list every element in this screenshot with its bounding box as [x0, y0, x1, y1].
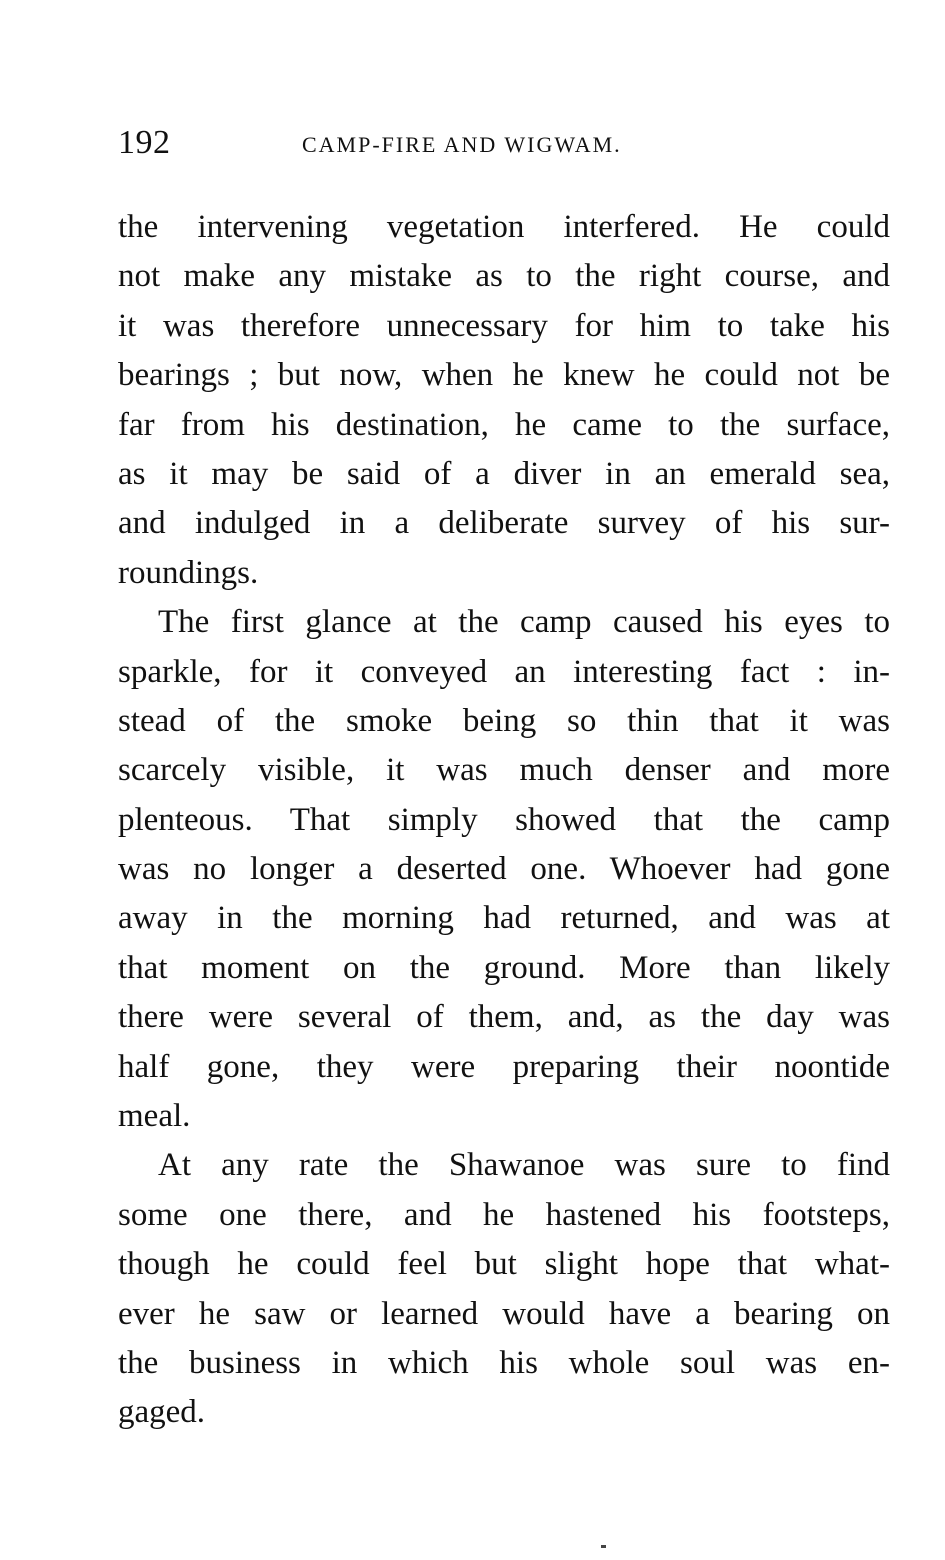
text-line: and indulged in a deliberate survey of his sur-	[118, 505, 890, 542]
text-line: the intervening vegetation interfered. He could	[118, 209, 890, 245]
text-line: gaged.	[118, 1394, 206, 1431]
text-line: the business in which his whole soul was en-	[118, 1344, 890, 1381]
text-line: some one there, and he hastened his footsteps,	[118, 1196, 890, 1233]
running-title: CAMP-FIRE AND WIGWAM.	[302, 132, 622, 157]
text-line: bearings ; but now, when he knew he could not be	[118, 357, 890, 394]
text-line: though he could feel but slight hope that what-	[118, 1246, 890, 1283]
text-line: plenteous. That simply showed that the camp	[118, 801, 890, 838]
text-line: not make any mistake as to the right course, and	[118, 258, 890, 295]
text-line: there were several of them, and, as the day was	[118, 999, 890, 1036]
page-number: 192	[118, 124, 171, 161]
text-line: The first glance at the camp caused his eyes to	[158, 604, 890, 641]
text-line: half gone, they were preparing their noontide	[118, 1048, 890, 1085]
text-line: away in the morning had returned, and was at	[118, 900, 890, 937]
print-speck	[601, 1545, 606, 1548]
text-line: scarcely visible, it was much denser and more	[118, 752, 890, 789]
text-line: it was therefore unnecessary for him to take his	[118, 307, 890, 344]
text-line: sparkle, for it conveyed an interesting fact : in-	[118, 653, 890, 690]
text-line: that moment on the ground. More than likely	[118, 949, 890, 986]
text-line: was no longer a deserted one. Whoever had gone	[118, 851, 890, 888]
running-head	[118, 118, 888, 168]
paragraph-1	[118, 203, 890, 598]
paragraph-2	[118, 598, 890, 1141]
text-line: roundings.	[118, 554, 259, 591]
text-line: At any rate the Shawanoe was sure to find	[158, 1147, 890, 1184]
paragraph-3	[118, 1141, 890, 1437]
text-line: as it may be said of a diver in an emerald sea,	[118, 455, 890, 492]
text-line: stead of the smoke being so thin that it was	[118, 702, 890, 739]
text-line: far from his destination, he came to the surface,	[118, 406, 890, 443]
body-text	[118, 203, 890, 1438]
text-line: ever he saw or learned would have a bearing on	[118, 1295, 890, 1332]
text-line: meal.	[118, 1098, 191, 1135]
